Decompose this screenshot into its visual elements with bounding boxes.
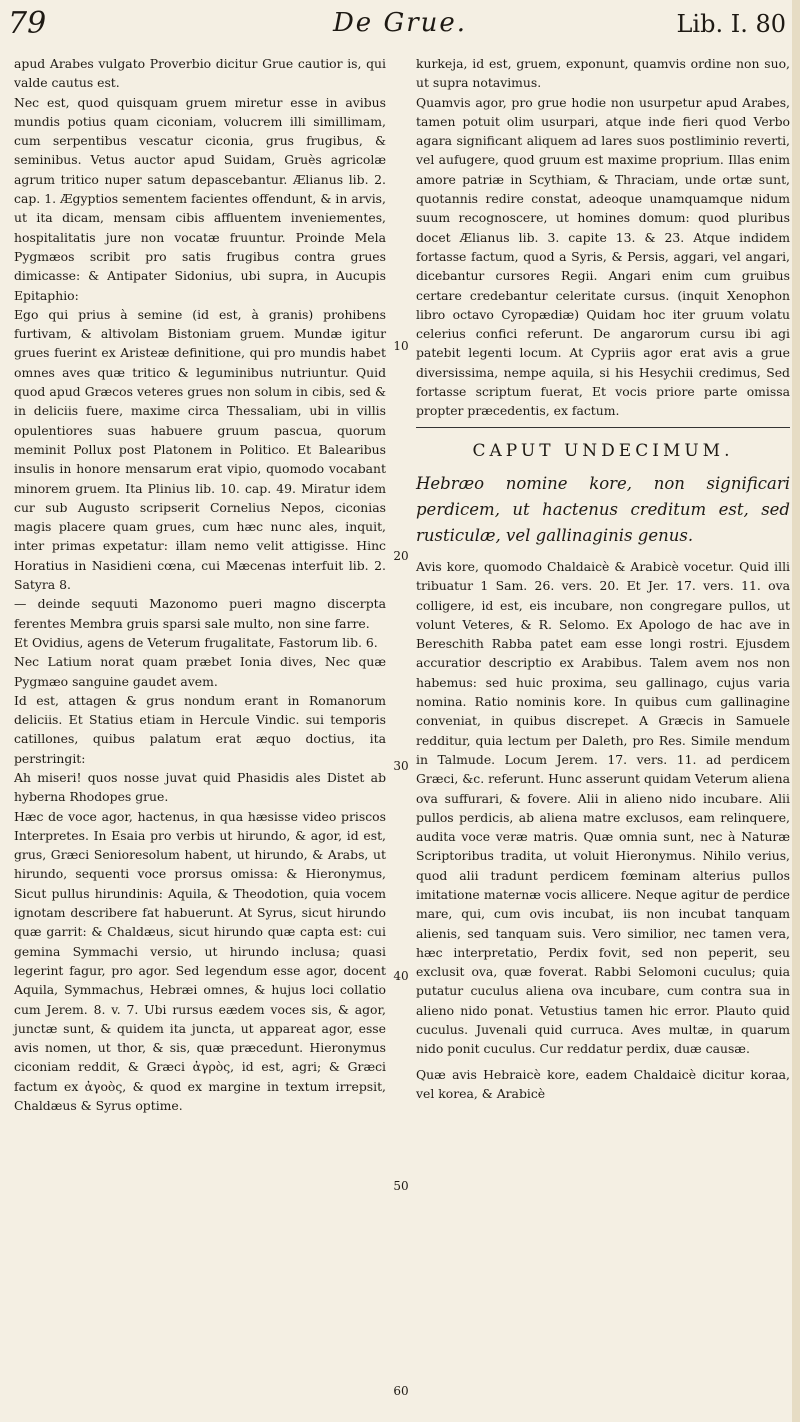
page-edge: [792, 0, 800, 1422]
line-number: 10: [393, 339, 409, 353]
verse-quote: Ah miseri! quos nosse juvat quid Phasidis ales Distet ab hyberna Rhodopes grue.: [14, 769, 386, 805]
paragraph: Quamvis agor, pro grue hodie non usurpetur apud Arabes, tamen potuit olim usurpari, atque inde fieri quod Verbo agara significant aliquem ad lares suos postliminio reverti, vel aufugere, quod gruum est maxime proprium. Illas enim amore patriæ in Scythiam, & Thraciam, unde ortæ sunt, quotannis redire constat, adeoque unamquamque nidum suum recognoscere, ut homines domum: quod pluribus docet Ælianus lib. 3. capite 13. & 23. Atque indidem fortasse factum, quod a Syris, & Persis, aggari, vel angari, dicebantur cursores Regii. Angari enim cum gruibus certare credebantur celeritate cursus. (inquit Xenophon libro octavo Cyropædiæ) Quidam hoc iter gruum volatu celerius confici referunt. De angarorum cursu ibi agi patebit legenti locum. At Cypriis agor erat avis a grue diversissima, nempe aquila, si his Hesychii credimus, Sed fortasse scriptum fuerat, Et vocis priore parte omissa propter præcedentis, ex factum.: [416, 94, 790, 419]
paragraph: Id est, attagen & grus nondum erant in Romanorum deliciis. Et Statius etiam in Hercule Vindic. sui temporis catillones, quibus palatum erat æquo doctius, ita perstringit:: [14, 692, 386, 766]
paragraph: kurkeja, id est, gruem, exponunt, quamvis ordine non suo, ut supra notavimus.: [416, 56, 790, 91]
chapter-heading: CAPUT UNDECIMUM.: [472, 440, 734, 461]
paragraph: Nec est, quod quisquam gruem miretur esse in avibus mundis potius quam ciconiam, volucrem illi simillimam, cum serpentibus vescatur ciconia, grus frugibus, & seminibus. Vetus auctor apud Suidam, Gruès agricolæ agrum tritico nuper satum depascebantur. Ælianus lib. 2. cap. 1. Ægyptios sementem facientes offendunt, & in arvis, ut ita dicam, mensam cibis affluentem inveniementes, hospitalitatis jure non vocatæ fruuntur. Proinde Mela Pygmæos scribit pro satis frugibus contra grues dimicasse: & Antipater Sidonius, ubi supra, in Aucupis Epitaphio:: [14, 94, 386, 303]
line-number-gutter: [388, 54, 414, 1422]
line-number: 20: [393, 549, 409, 563]
chapter-argument: Avis kore, quomodo Chaldaicè & Arabicè vocetur. Quid illi tribuatur 1 Sam. 26. vers. 20. Et Jer. 17. vers. 11. ova colligere, id est, eis incubare, non congregare pullos, ut volunt Veteres, & R. Selomo. Ex Apologo de hac ave in Bereschith Rabba patet eam esse longi rostri. Ejusdem accuratior descriptio ex Arabibus. Talem avem nos non habemus: sed huic proxima, seu gallinago, cujus varia nomina. Ratio nominis kore. In quibus cum gallinagine conveniat, in quibus discrepet. A Græcis in Samuele redditur, quia lectum per Daleth, pro Res. Simile mendum in Talmude. Locum Jerem. 17. vers. 11. ad perdicem Græci, &c. referunt. Hunc asserunt quidam Veterum aliena ova suffurari, & fovere. Alii in alieno nido incubare. Alii pullos perdicis, ab aliena matre exclusos, eam relinquere, audita voce veræ matris. Quæ omnia sunt, nec à Naturæ Scriptoribus tradita, ut voluit Hieronymus. Nihilo verius, quod alii tradunt perdicem fœminam alterius pullos imitatione maternæ vocis allicere. Neque agitur de perdice mare, qui, cum ovis incubat, iis non incubat tanquam alienis, sed tanquam suis. Vero similior, nec tamen vera, hæc interpretatio, Perdix fovit, sed non peperit, seu exclusit ova, quæ foverat. Rabbi Selomoni cuculus; quia putatur cuculus aliena ova incubare, cum contra sua in alieno nido ponat. Vetustius tamen hic error. Plauto quid cuculus. Juvenali quid curruca. Aves multæ, in quarum nido ponit cuculus. Cur reddatur perdix, duæ causæ.: [416, 558, 790, 1057]
page-number-left: 79: [8, 6, 47, 41]
running-title: De Grue.: [332, 8, 468, 38]
paragraph: Et Ovidius, agens de Veterum frugalitate, Fastorum lib. 6.: [14, 634, 378, 650]
line-number: 60: [393, 1384, 409, 1398]
line-number: 50: [393, 1179, 409, 1193]
verse-quote: — deinde sequuti Mazonomo pueri magno discerpta ferentes Membra gruis sparsi sale multo, non sine farre.: [14, 596, 386, 631]
paragraph: Ego qui prius à semine (id est, à granis) prohibens furtivam, & altivolam Bistoniam gruem. Mundæ igitur grues fuerint ex Aristeæ definitione, qui pro mundis habet omnes aves quæ tritico & leguminibus nutriuntur. Quid quod apud Græcos veteres grues non solum in cibis, sed & in deliciis fuere, maxime circa Thessaliam, ubi in villis opulentiores suas habuere gruum pascua, quorum meminit Pollux post Platonem in Politico. Et Balearibus insulis in honore mensarum erat vipio, quomodo vocabant minorem gruem. Ita Plinius lib. 10. cap. 49. Miratur idem cur sub Augusto scripserit Cornelius Nepos, ciconias magis placere quam grues, cum hæc nunc ales, inquit, inter primas expetatur: illam nemo velit attigisse. Hinc Horatius in Nasidieni cœna, cui Mæcenas interfuit lib. 2. Satyra 8.: [14, 306, 386, 593]
paragraph-text: Quæ avis Hebraicè kore, eadem Chaldaicè dicitur koraa, vel korea, & Arabicè: [416, 1066, 790, 1101]
verse-quote: Nec Latium norat quam præbet Ionia dives, Nec quæ Pygmæo sanguine gaudet avem.: [14, 654, 386, 689]
right-column: [416, 54, 790, 1103]
left-column: [14, 54, 386, 1115]
paragraph: Hæc de voce agor, hactenus, in qua hæsisse video priscos Interpretes. In Esaia pro verbis ut hirundo, & agor, id est, grus, Græci Senioresolum habent, ut hirundo, & Arabs, ut hirundo, sequenti voce prorsus omissa: & Hieronymus, Sicut pullus hirundinis: Aquila, & Theodotion, quia vocem ignotam describere fat habuerunt. At Syrus, sicut hirundo quæ garrit: & Chaldæus, sicut hirundo quæ capta est: cui gemina Symmachi versio, ut hirundo inclusa; quasi legerint fagur, pro agor. Sed legendum esse agor, docent Aquila, Symmachus, Hebræi omnes, & hujus loci collatio cum Jerem. 8. v. 7. Ubi rursus eædem voces sis, & agor, junctæ sunt, & quidem ita juncta, ut appareat agor, esse avis nomen, ut thor, & sis, quæ præcedunt. Hieronymus ciconiam reddit, & Græci ἀγρὸς, id est, agri; & Græci factum ex ἀγοὸς, & quod ex margine in textum irrepsit, Chaldæus & Syrus optime.: [14, 808, 386, 1114]
line-number: 30: [393, 759, 409, 773]
paragraph: apud Arabes vulgato Proverbio dicitur Grue cautior is, qui valde cautus est.: [14, 56, 386, 91]
paragraph: [416, 1065, 790, 1104]
section-divider: [416, 427, 790, 428]
line-number: 40: [393, 969, 409, 983]
running-header: [8, 4, 792, 48]
chapter-summary: Hebræo nomine kore, non significari perdicem, ut hactenus creditum est, sed rusticulæ, vel gallinaginis genus.: [416, 473, 790, 545]
book-and-page-right: Lib. I. 80: [676, 10, 786, 38]
